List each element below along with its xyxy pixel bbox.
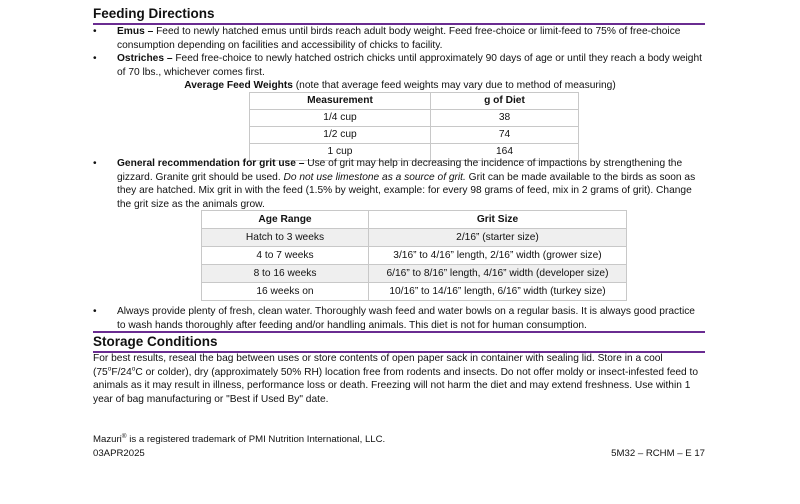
- feed-weights-title: Average Feed Weights: [184, 80, 293, 91]
- table-cell: 1/2 cup: [250, 127, 431, 144]
- ostriches-text: Feed free-choice to newly hatched ostrich chicks until approximately 90 days of age or until they reach a body weight of 70 lbs., whichever comes first.: [117, 53, 702, 78]
- storage-text-b: F/24: [111, 366, 132, 378]
- document-date: 03APR2025: [93, 448, 145, 459]
- storage-text-a: For best results, reseal the bag between uses or store contents of open paper sack in container with sealing lid. Store in a cool (75: [93, 353, 663, 378]
- table-cell: 164: [431, 144, 579, 161]
- table-cell: 1/4 cup: [250, 110, 431, 127]
- table-cell: 38: [431, 110, 579, 127]
- feed-weights-caption: [0, 79, 800, 93]
- trademark-text: is a registered trademark of PMI Nutrition International, LLC.: [126, 434, 386, 445]
- table-row: [250, 110, 579, 127]
- table-cell: 8 to 16 weeks: [202, 265, 369, 283]
- emus-paragraph: [117, 25, 705, 52]
- storage-paragraph: [93, 352, 705, 406]
- storage-conditions-heading: Storage Conditions: [93, 334, 705, 353]
- ostriches-label: Ostriches –: [117, 53, 173, 64]
- table-row: [202, 265, 627, 283]
- emus-text: Feed to newly hatched emus until birds reach adult body weight. Feed free-choice or limit-feed to 75% of free-choice consumption depending on facilities and accessibility of chicks to facility.: [117, 26, 681, 51]
- table-header: Measurement: [250, 93, 431, 110]
- grit-size-table: [201, 210, 627, 301]
- table-cell: 6/16” to 8/16” length, 4/16” width (developer size): [369, 265, 627, 283]
- grit-paragraph: [117, 157, 705, 211]
- brand-name: Mazuri: [93, 434, 122, 445]
- section-divider: [93, 331, 705, 333]
- table-header: Grit Size: [369, 211, 627, 229]
- table-row: [250, 127, 579, 144]
- table-cell: 3/16” to 4/16” length, 2/16” width (grower size): [369, 247, 627, 265]
- table-cell: 10/16” to 14/16” length, 6/16” width (turkey size): [369, 283, 627, 301]
- table-header: g of Diet: [431, 93, 579, 110]
- table-row: [202, 283, 627, 301]
- table-header-row: [250, 93, 579, 110]
- ostriches-paragraph: [117, 52, 705, 79]
- grit-italic-warning: Do not use limestone as a source of grit.: [283, 171, 466, 183]
- ostriches-bullet: [93, 52, 705, 79]
- table-cell: 16 weeks on: [202, 283, 369, 301]
- grit-label: General recommendation for grit use –: [117, 158, 305, 169]
- registered-mark: ®: [121, 432, 127, 440]
- degree-symbol: o: [131, 365, 136, 373]
- table-cell: Hatch to 3 weeks: [202, 229, 369, 247]
- table-row: [202, 229, 627, 247]
- grit-text-2: Grit can be made available to the birds as soon as they are hatched. Mix grit in with the feed (1.5% by weight, example: for every 98 grams of feed, mix in 2 grams of grit). Change the grit size as the animals grow.: [117, 171, 696, 210]
- table-row: [202, 247, 627, 265]
- table-header: Age Range: [202, 211, 369, 229]
- product-code: 5M32 – RCHM – E 17: [611, 448, 705, 459]
- table-cell: 2/16” (starter size): [369, 229, 627, 247]
- water-bullet: [93, 305, 705, 332]
- degree-symbol: o: [107, 365, 112, 373]
- feeding-directions-heading: Feeding Directions: [93, 6, 705, 25]
- emus-label: Emus –: [117, 26, 154, 37]
- water-paragraph: Always provide plenty of fresh, clean water. Thoroughly wash feed and water bowls on a regular basis. It is always good practice to wash hands thoroughly after feeding and/or handling animals. This diet is not for human consumption.: [117, 306, 695, 331]
- trademark-notice: [93, 433, 385, 446]
- table-cell: 1 cup: [250, 144, 431, 161]
- bullet-dot: •: [93, 53, 97, 64]
- bullet-dot: •: [93, 306, 97, 317]
- table-cell: 74: [431, 127, 579, 144]
- storage-text-c: C or colder), dry (approximately 50% RH) location free from rodents and insects. Do not offer moldy or insect-infested feed to animals as it may result in illness, performance loss or death. Freezing will not harm the diet and may extend freshness. Use within 1 year of bag manufacturing or "Best if Used By" date.: [93, 366, 699, 405]
- grit-text-1: Use of grit may help in decreasing the incidence of impactions by strengthening the gizzard. Granite grit should be used.: [117, 158, 683, 183]
- table-header-row: [202, 211, 627, 229]
- emus-bullet: [93, 25, 705, 52]
- bullet-dot: •: [93, 158, 97, 169]
- feed-weights-note: (note that average feed weights may vary due to method of measuring): [292, 80, 616, 91]
- grit-bullet: [93, 157, 705, 211]
- bullet-dot: •: [93, 26, 97, 37]
- table-cell: 4 to 7 weeks: [202, 247, 369, 265]
- feed-weights-table: [249, 92, 579, 161]
